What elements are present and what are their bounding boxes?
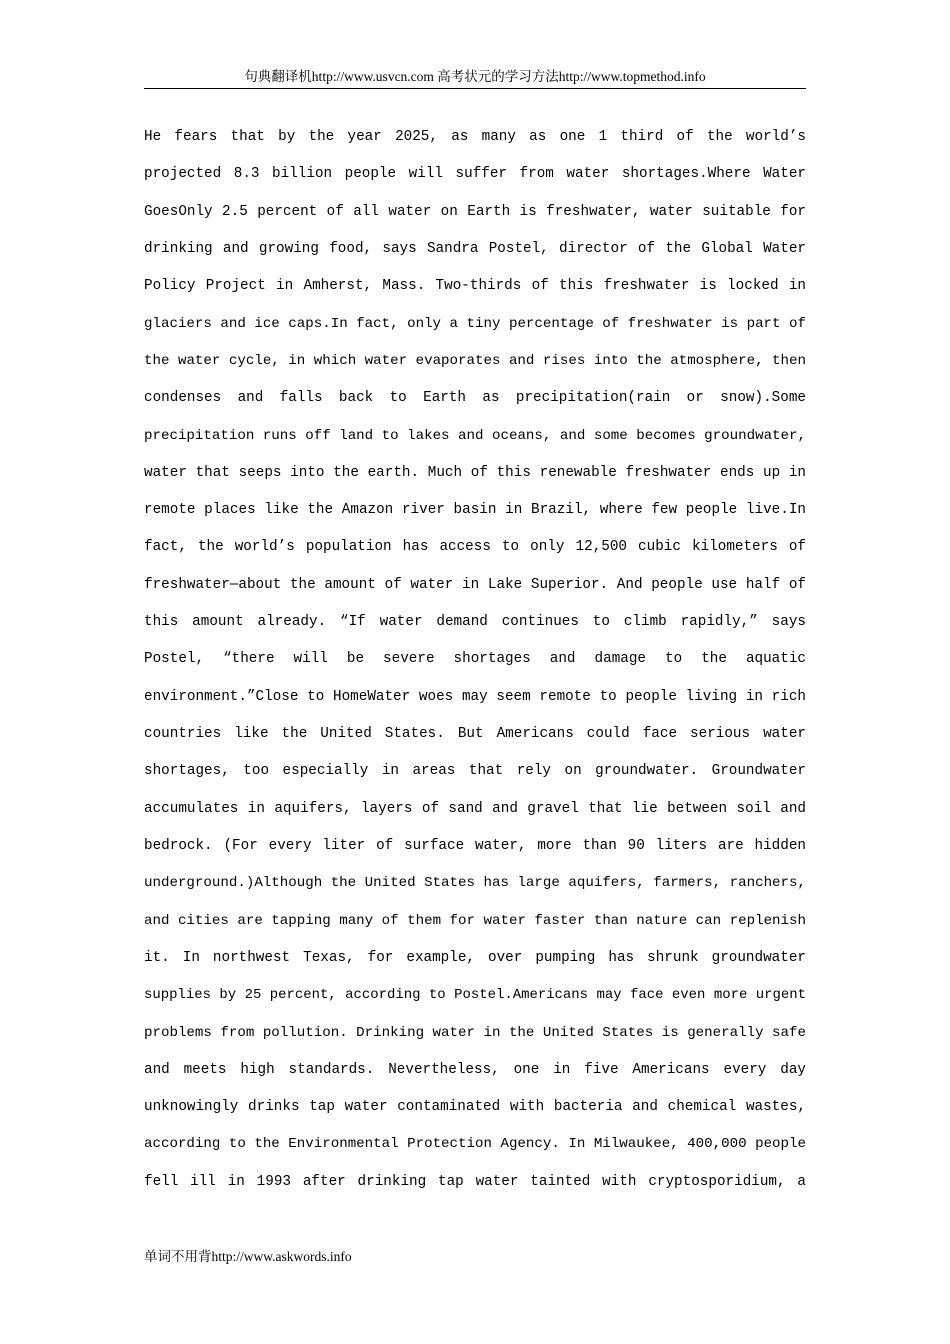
text-line: water that seeps into the earth. Much of this renewable freshwater ends up in (144, 464, 806, 481)
header-divider (144, 88, 806, 89)
text-line: the water cycle, in which water evaporates and rises into the atmosphere, then (144, 352, 806, 369)
text-line: according to the Environmental Protection Agency. In Milwaukee, 400,000 people (144, 1136, 806, 1153)
text-line: drinking and growing food, says Sandra Postel, director of the Global Water (144, 240, 806, 257)
text-line: projected 8.3 billion people will suffer from water shortages.Where Water (144, 166, 806, 183)
text-line: fell ill in 1993 after drinking tap water tainted with cryptosporidium, a (144, 1173, 806, 1190)
text-line: and meets high standards. Nevertheless, one in five Americans every day (144, 1061, 806, 1078)
text-line: shortages, too especially in areas that rely on groundwater. Groundwater (144, 763, 806, 780)
text-line: countries like the United States. But Americans could face serious water (144, 726, 806, 742)
text-line: accumulates in aquifers, layers of sand and gravel that lie between soil and (144, 800, 806, 817)
text-line: glaciers and ice caps.In fact, only a tiny percentage of freshwater is part of (144, 315, 806, 332)
text-line: precipitation runs off land to lakes and oceans, and some becomes groundwater, (144, 427, 806, 444)
text-line: it. In northwest Texas, for example, over pumping has shrunk groundwater (144, 949, 806, 966)
page-header: 句典翻译机http://www.usvcn.com 高考状元的学习方法http://www.topmethod.info (244, 69, 706, 84)
text-line: supplies by 25 percent, according to Postel.Americans may face even more urgent (144, 987, 806, 1004)
page-footer: 单词不用背http://www.askwords.info (144, 1249, 352, 1264)
text-line: Policy Project in Amherst, Mass. Two-thirds of this freshwater is locked in (144, 278, 806, 295)
text-line: freshwater—about the amount of water in Lake Superior. And people use half of (144, 576, 806, 593)
text-line: condenses and falls back to Earth as precipitation(rain or snow).Some (144, 390, 806, 407)
text-line: He fears that by the year 2025, as many as one 1 third of the world’s (144, 129, 806, 145)
text-line: and cities are tapping many of them for water faster than nature can replenish (144, 912, 806, 929)
text-line: GoesOnly 2.5 percent of all water on Earth is freshwater, water suitable for (144, 203, 806, 220)
text-line: this amount already. “If water demand continues to climb rapidly,” says (144, 614, 806, 631)
text-line: Postel, “there will be severe shortages and damage to the aquatic (144, 651, 806, 668)
text-line: fact, the world’s population has access to only 12,500 cubic kilometers of (144, 539, 806, 556)
text-line: underground.)Although the United States has large aquifers, farmers, ranchers, (144, 875, 806, 892)
text-line: unknowingly drinks tap water contaminated with bacteria and chemical wastes, (144, 1099, 806, 1116)
text-line: remote places like the Amazon river basin in Brazil, where few people live.In (144, 502, 806, 519)
text-line: problems from pollution. Drinking water in the United States is generally safe (144, 1024, 806, 1041)
text-line: bedrock. (For every liter of surface water, more than 90 liters are hidden (144, 837, 806, 854)
text-line: environment.”Close to HomeWater woes may seem remote to people living in rich (144, 688, 806, 705)
document-body (144, 124, 806, 1206)
